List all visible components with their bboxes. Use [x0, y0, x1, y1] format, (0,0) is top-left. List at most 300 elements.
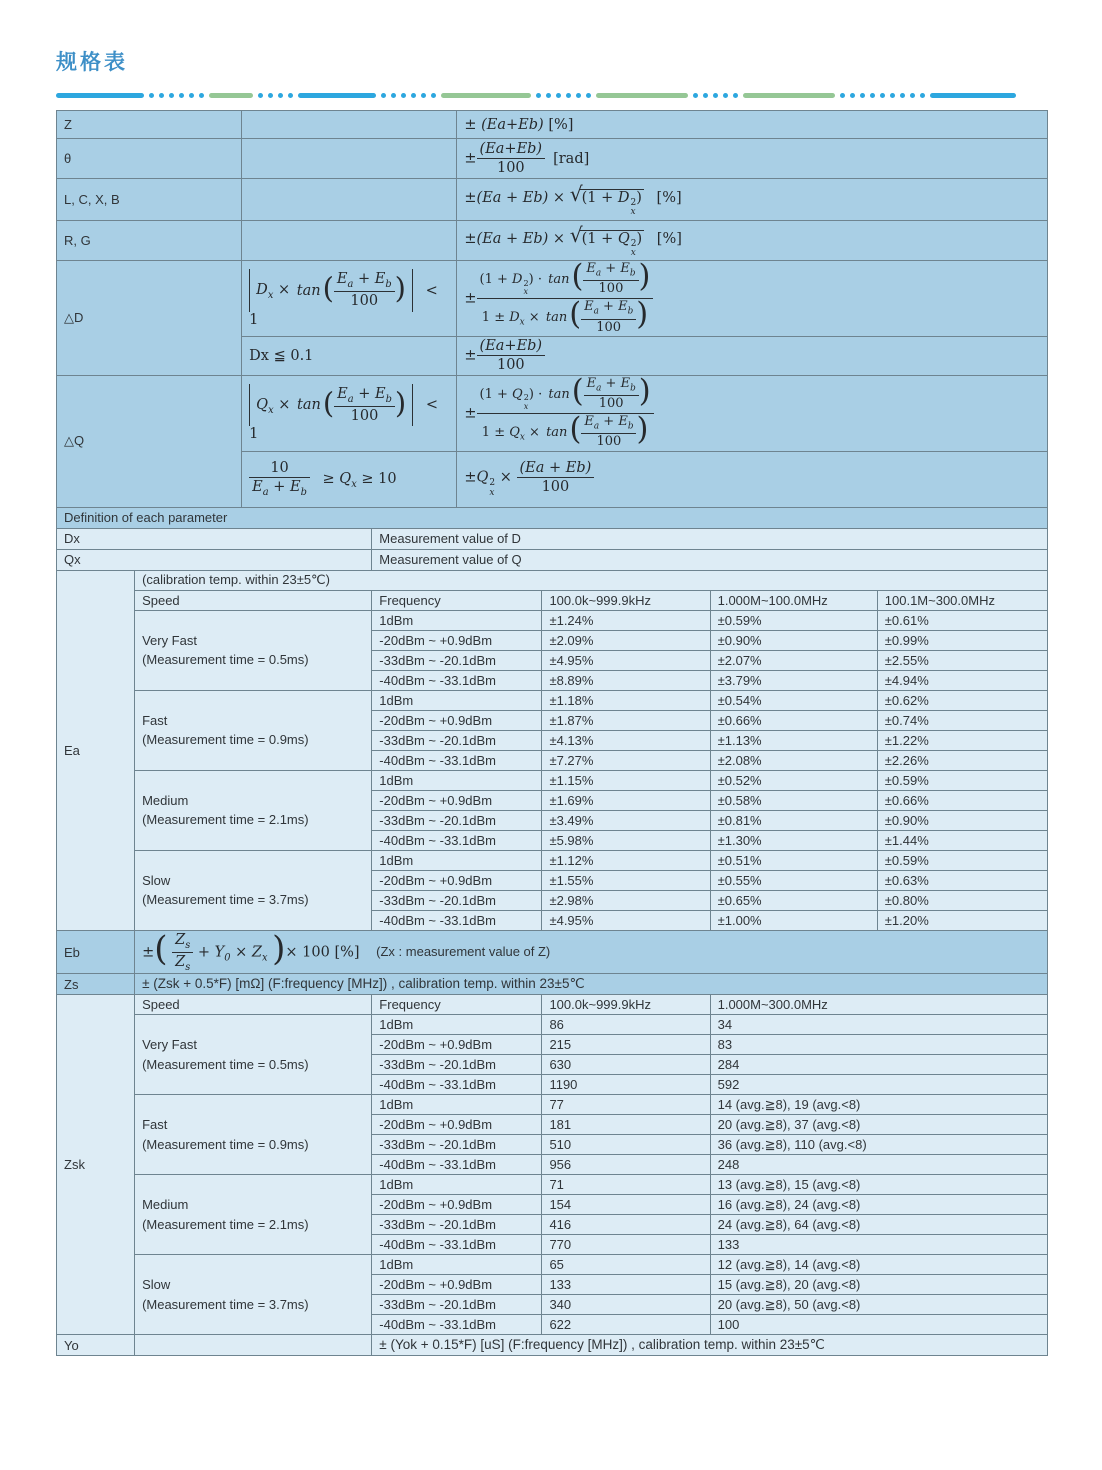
math-token: Q: [617, 230, 630, 247]
separator-dot: [288, 93, 293, 98]
speed-label: [135, 610, 372, 690]
frequency-label: -33dBm ~ -20.1dBm: [372, 1295, 542, 1315]
value-cell: 622: [542, 1315, 710, 1335]
math-token: s: [185, 939, 191, 951]
math-token: [172, 932, 193, 952]
math-token: [581, 300, 636, 335]
formula-lcxb: [457, 179, 1048, 221]
frequency-label: -33dBm ~ -20.1dBm: [372, 730, 542, 750]
frequency-label: -20dBm ~ +0.9dBm: [372, 790, 542, 810]
separator-dot: [411, 93, 416, 98]
table-row: [57, 507, 1048, 528]
math-token: 1 +: [484, 272, 508, 288]
math-token: [334, 271, 395, 309]
row-label-qx: Qx: [57, 549, 372, 570]
math-token: ±: [464, 405, 477, 422]
value-cell: 12 (avg.≧8), 14 (avg.<8): [710, 1255, 1047, 1275]
math-token: s: [185, 961, 191, 973]
math-token: ±: [464, 230, 477, 247]
math-token: [583, 262, 638, 280]
empty-cell: [135, 1335, 372, 1356]
math-token: [477, 298, 654, 335]
math-token: Q: [476, 469, 489, 486]
math-token: (: [154, 930, 168, 970]
formula-rg: [457, 221, 1048, 261]
math-token: [334, 386, 395, 406]
math-token: ±: [464, 189, 477, 206]
value-cell: ±1.12%: [542, 850, 710, 870]
math-token: [581, 415, 636, 433]
math-token: x: [261, 951, 268, 963]
value-cell: ±0.90%: [710, 630, 877, 650]
math-token: 1 +: [484, 386, 508, 402]
math-token: ): [528, 272, 534, 288]
math-token: a: [595, 268, 602, 279]
frequency-label: 1dBm: [372, 690, 542, 710]
math-token: [584, 377, 639, 412]
spec-table: [56, 110, 1048, 1356]
separator-dot: [733, 93, 738, 98]
value-cell: 215: [542, 1035, 710, 1055]
value-cell: ±4.95%: [542, 910, 710, 930]
math-token: (Ea + Eb): [519, 460, 592, 477]
separator-dot: [179, 93, 184, 98]
frequency-label: 1dBm: [372, 770, 542, 790]
frequency-label: -40dBm ~ -33.1dBm: [372, 1155, 542, 1175]
row-label-eb: Eb: [57, 930, 135, 974]
math-token: x: [351, 478, 357, 490]
math-token: x: [519, 432, 525, 443]
separator-dot: [703, 93, 708, 98]
math-token: (Ea+Eb): [479, 140, 543, 157]
math-token: +: [603, 413, 615, 429]
page-title: 规格表: [56, 51, 128, 74]
math-token: 1 +: [587, 230, 614, 247]
math-token: E: [620, 375, 631, 391]
math-token: E: [620, 261, 630, 276]
separator-dot: [199, 93, 204, 98]
math-token: Q: [339, 471, 352, 488]
math-token: [583, 262, 638, 297]
text: (Measurement time = 0.5ms): [142, 652, 309, 668]
separator-dash: [209, 93, 253, 98]
math-token: 0: [224, 951, 231, 963]
math-token: ×: [529, 424, 540, 440]
math-token: tan: [546, 424, 568, 440]
formula-delta-d-result: [457, 261, 1048, 337]
separator-dot: [159, 93, 164, 98]
frequency-label: 1dBm: [372, 1255, 542, 1275]
math-token: ±: [464, 116, 477, 133]
math-token: (Ea + Eb): [476, 230, 549, 247]
math-token: +: [605, 261, 617, 276]
math-token: [477, 262, 654, 335]
column-header-band2: 1.000M~100.0MHz: [710, 590, 877, 610]
math-token: x: [523, 287, 529, 297]
math-token: [477, 377, 654, 450]
math-token: [334, 271, 395, 291]
value-cell: ±0.52%: [710, 770, 877, 790]
math-token: [477, 338, 546, 373]
math-token: [249, 477, 310, 498]
value-cell: ±2.07%: [710, 650, 877, 670]
frequency-label: 1dBm: [372, 1175, 542, 1195]
math-token: b: [385, 393, 392, 405]
math-token: ×: [499, 469, 512, 486]
value-cell: ±0.63%: [877, 870, 1047, 890]
value-cell: ±0.59%: [710, 610, 877, 630]
math-token: 2: [523, 278, 529, 288]
math-token: [249, 460, 310, 498]
math-token: [584, 377, 639, 395]
value-cell: 20 (avg.≧8), 50 (avg.<8): [710, 1295, 1047, 1315]
math-token: [517, 460, 595, 495]
math-token: 2: [630, 197, 637, 208]
math-token: ±: [142, 944, 155, 961]
column-header-band2: 1.000M~300.0MHz: [710, 995, 1047, 1015]
math-token: +: [605, 375, 617, 391]
math-token: ): [638, 375, 651, 409]
value-cell: ±1.55%: [542, 870, 710, 890]
formula-note: (Zx : measurement value of Z): [376, 944, 551, 960]
table-row: [57, 770, 1048, 790]
table-row: [57, 111, 1048, 139]
value-cell: 71: [542, 1175, 710, 1195]
math-token: ±: [464, 150, 477, 167]
value-cell: ±0.59%: [877, 770, 1047, 790]
value-cell: 100: [710, 1315, 1047, 1335]
table-row: [57, 221, 1048, 261]
value-cell: ±1.18%: [542, 690, 710, 710]
math-token: a: [596, 383, 602, 394]
formula-z: [457, 111, 1048, 139]
table-row: [57, 139, 1048, 179]
math-token: b: [630, 383, 636, 394]
math-token: (: [569, 297, 582, 333]
frequency-label: 1dBm: [372, 1015, 542, 1035]
math-token: × 100: [285, 944, 330, 961]
math-token: Dx ≦ 0.1: [249, 347, 314, 364]
table-row: [57, 1015, 1048, 1035]
frequency-label: -20dBm ~ +0.9dBm: [372, 1115, 542, 1135]
text: (Measurement time = 0.9ms): [142, 1136, 309, 1152]
value-cell: ±3.79%: [710, 670, 877, 690]
row-label-zs: Zs: [57, 974, 135, 995]
math-token: x: [268, 404, 274, 416]
separator-dot: [546, 93, 551, 98]
value-cell: 16 (avg.≧8), 24 (avg.<8): [710, 1195, 1047, 1215]
empty-cell: [242, 221, 457, 261]
math-token: E: [584, 413, 594, 429]
row-label-rg: R, G: [57, 221, 242, 261]
math-token: E: [618, 413, 628, 429]
value-cell: ±1.30%: [710, 830, 877, 850]
formula-qx-result: [457, 451, 1048, 507]
math-token: E: [374, 271, 386, 288]
frequency-label: -20dBm ~ +0.9dBm: [372, 1275, 542, 1295]
math-token: (: [581, 230, 588, 247]
separator-dash: [441, 93, 531, 98]
math-token: D: [617, 189, 630, 206]
separator-dot: [920, 93, 925, 98]
math-token: 100: [581, 319, 636, 336]
value-cell: ±0.51%: [710, 850, 877, 870]
math-token: [%]: [548, 116, 574, 133]
separator-dot: [566, 93, 571, 98]
value-cell: 13 (avg.≧8), 15 (avg.<8): [710, 1175, 1047, 1195]
math-token: a: [593, 306, 599, 317]
table-row: [57, 1095, 1048, 1115]
formula-eb: [135, 930, 1048, 974]
math-token: 1 ±: [481, 310, 506, 326]
value-cell: 592: [710, 1075, 1047, 1095]
math-token: 100: [477, 158, 546, 176]
value-cell: ±5.98%: [542, 830, 710, 850]
math-token: E: [618, 299, 628, 315]
math-token: [172, 932, 193, 973]
frequency-label: 1dBm: [372, 1095, 542, 1115]
text: (Measurement time = 0.9ms): [142, 732, 309, 748]
separator-dot: [840, 93, 845, 98]
math-token: (Ea+Eb): [479, 338, 543, 355]
separator-dash: [596, 93, 688, 98]
math-token: a: [593, 421, 600, 432]
speed-label: [135, 1255, 372, 1335]
value-cell: ±0.55%: [710, 870, 877, 890]
math-token: b: [300, 487, 307, 499]
math-token: 2: [523, 393, 529, 403]
math-token: [249, 269, 413, 311]
separator-dot: [870, 93, 875, 98]
value-cell: 36 (avg.≧8), 110 (avg.<8): [710, 1135, 1047, 1155]
value-cell: ±1.24%: [542, 610, 710, 630]
math-token: ±: [464, 469, 477, 486]
value-cell: ±0.65%: [710, 890, 877, 910]
math-token: +: [358, 385, 371, 402]
math-token: 1 +: [587, 189, 614, 206]
math-token: ): [528, 386, 534, 402]
math-token: [172, 952, 193, 973]
math-token: x: [267, 290, 274, 302]
math-token: E: [290, 479, 301, 496]
separator-dot: [381, 93, 386, 98]
speed-label: [135, 1015, 372, 1095]
value-cell: ±0.99%: [877, 630, 1047, 650]
value-cell: ±4.13%: [542, 730, 710, 750]
separator-dot: [401, 93, 406, 98]
math-token: ): [636, 297, 649, 333]
math-token: ≥: [322, 471, 335, 488]
separator-dash: [743, 93, 835, 98]
row-label-dx: Dx: [57, 528, 372, 549]
frequency-label: -20dBm ~ +0.9dBm: [372, 710, 542, 730]
math-token: (Ea + Eb): [476, 189, 549, 206]
separator-dash: [56, 93, 144, 98]
separator-dot: [693, 93, 698, 98]
math-token: Z: [175, 931, 186, 948]
math-token: [477, 141, 546, 176]
math-token: ): [636, 230, 643, 247]
math-token: Y: [214, 944, 225, 961]
text: Slow: [142, 872, 171, 888]
math-token: x: [489, 487, 495, 498]
value-cell: 630: [542, 1055, 710, 1075]
value-cell: ±0.58%: [710, 790, 877, 810]
math-token: x: [523, 401, 529, 411]
table-row: [57, 179, 1048, 221]
math-token: (: [581, 189, 588, 206]
math-token: 10: [270, 460, 289, 477]
math-token: √: [569, 181, 583, 206]
separator-dot: [421, 93, 426, 98]
text: Slow: [142, 1277, 171, 1293]
value-cell: ±0.80%: [877, 890, 1047, 910]
math-token: 100: [334, 291, 395, 309]
math-token: [rad]: [553, 150, 590, 167]
math-token: ×: [552, 230, 566, 247]
frequency-label: -40dBm ~ -33.1dBm: [372, 830, 542, 850]
frequency-label: -40dBm ~ -33.1dBm: [372, 1235, 542, 1255]
value-cell: 510: [542, 1135, 710, 1155]
formula-dx-result: [457, 337, 1048, 375]
math-token: E: [337, 385, 348, 402]
math-token: < 1: [249, 397, 438, 443]
row-label-theta: θ: [57, 139, 242, 179]
math-token: ): [638, 260, 651, 295]
separator-dot: [556, 93, 561, 98]
table-row: [57, 570, 1048, 590]
formula-yo: ± (Yok + 0.15*F) [uS] (F:frequency [MHz]) , calibration temp. within 23±5℃: [372, 1335, 1048, 1356]
frequency-label: -33dBm ~ -20.1dBm: [372, 650, 542, 670]
value-cell: ±2.08%: [710, 750, 877, 770]
formula-delta-q-condition: [242, 375, 457, 451]
math-token: ≥ 10: [361, 471, 397, 488]
math-token: 100: [517, 477, 595, 495]
math-token: D: [512, 272, 523, 288]
math-token: tan: [296, 282, 321, 299]
row-label-yo: Yo: [57, 1335, 135, 1356]
math-token: +: [603, 299, 614, 315]
separator-dot: [536, 93, 541, 98]
separator-dot: [910, 93, 915, 98]
math-token: [477, 262, 654, 298]
math-token: Q: [512, 386, 523, 402]
value-cell: ±1.00%: [710, 910, 877, 930]
value-cell: ±0.62%: [877, 690, 1047, 710]
math-token: [580, 230, 645, 259]
math-token: +: [273, 479, 286, 496]
text: Very Fast: [142, 632, 197, 648]
math-token: b: [629, 268, 636, 279]
value-cell: ±1.15%: [542, 770, 710, 790]
text: (Measurement time = 3.7ms): [142, 892, 309, 908]
definition-value: Measurement value of Q: [372, 549, 1048, 570]
formula-zs: ± (Zsk + 0.5*F) [mΩ] (F:frequency [MHz]) , calibration temp. within 23±5℃: [135, 974, 1048, 995]
math-token: [489, 479, 495, 498]
frequency-label: -40dBm ~ -33.1dBm: [372, 910, 542, 930]
column-header-speed: Speed: [135, 590, 372, 610]
speed-label: [135, 1095, 372, 1175]
column-header-speed: Speed: [135, 995, 372, 1015]
separator-dash: [930, 93, 1016, 98]
math-token: E: [584, 299, 594, 315]
formula-delta-d-condition: [242, 261, 457, 337]
math-token: ): [636, 189, 642, 206]
frequency-label: 1dBm: [372, 850, 542, 870]
math-token: ±: [464, 347, 477, 364]
separator-dot: [576, 93, 581, 98]
separator-dot: [890, 93, 895, 98]
value-cell: 86: [542, 1015, 710, 1035]
table-row: [57, 375, 1048, 451]
math-token: +: [197, 944, 211, 961]
value-cell: ±0.81%: [710, 810, 877, 830]
speed-label: [135, 1175, 372, 1255]
math-token: x: [630, 207, 636, 218]
value-cell: ±1.69%: [542, 790, 710, 810]
value-cell: 284: [710, 1055, 1047, 1075]
column-header-band1: 100.0k~999.9kHz: [542, 590, 710, 610]
math-token: [581, 300, 636, 318]
table-row: [57, 528, 1048, 549]
value-cell: ±7.27%: [542, 750, 710, 770]
separator-dot: [278, 93, 283, 98]
value-cell: 956: [542, 1155, 710, 1175]
separator-dot: [860, 93, 865, 98]
math-token: (: [479, 272, 485, 288]
formula-theta: [457, 139, 1048, 179]
table-row: [57, 1175, 1048, 1195]
row-label-zsk: Zsk: [57, 995, 135, 1335]
value-cell: ±0.59%: [877, 850, 1047, 870]
frequency-label: -40dBm ~ -33.1dBm: [372, 670, 542, 690]
math-token: 100: [334, 406, 395, 424]
math-token: E: [586, 375, 597, 391]
math-token: (Ea+Eb): [481, 116, 544, 133]
math-token: E: [252, 479, 263, 496]
decorative-separator: [56, 92, 1048, 98]
value-cell: ±0.66%: [710, 710, 877, 730]
value-cell: 24 (avg.≧8), 64 (avg.<8): [710, 1215, 1047, 1235]
math-token: ): [394, 385, 407, 420]
table-row: [57, 690, 1048, 710]
math-token: Q: [509, 424, 520, 440]
math-token: tan: [548, 272, 570, 288]
value-cell: ±2.55%: [877, 650, 1047, 670]
table-row: [57, 930, 1048, 974]
value-cell: 133: [710, 1235, 1047, 1255]
value-cell: 65: [542, 1255, 710, 1275]
value-cell: 181: [542, 1115, 710, 1135]
math-token: Z: [175, 953, 186, 970]
separator-dot: [189, 93, 194, 98]
value-cell: ±1.44%: [877, 830, 1047, 850]
frequency-label: -20dBm ~ +0.9dBm: [372, 870, 542, 890]
math-token: 100: [583, 280, 638, 297]
value-cell: 20 (avg.≧8), 37 (avg.<8): [710, 1115, 1047, 1135]
math-token: b: [385, 279, 392, 291]
formula-dx-condition: [242, 337, 457, 375]
value-cell: 133: [542, 1275, 710, 1295]
table-row: [57, 610, 1048, 630]
math-token: b: [627, 306, 634, 317]
value-cell: ±0.74%: [877, 710, 1047, 730]
separator-dot: [268, 93, 273, 98]
math-token: a: [347, 279, 354, 291]
value-cell: ±2.09%: [542, 630, 710, 650]
table-row: [57, 1255, 1048, 1275]
math-token: 100: [477, 355, 546, 373]
